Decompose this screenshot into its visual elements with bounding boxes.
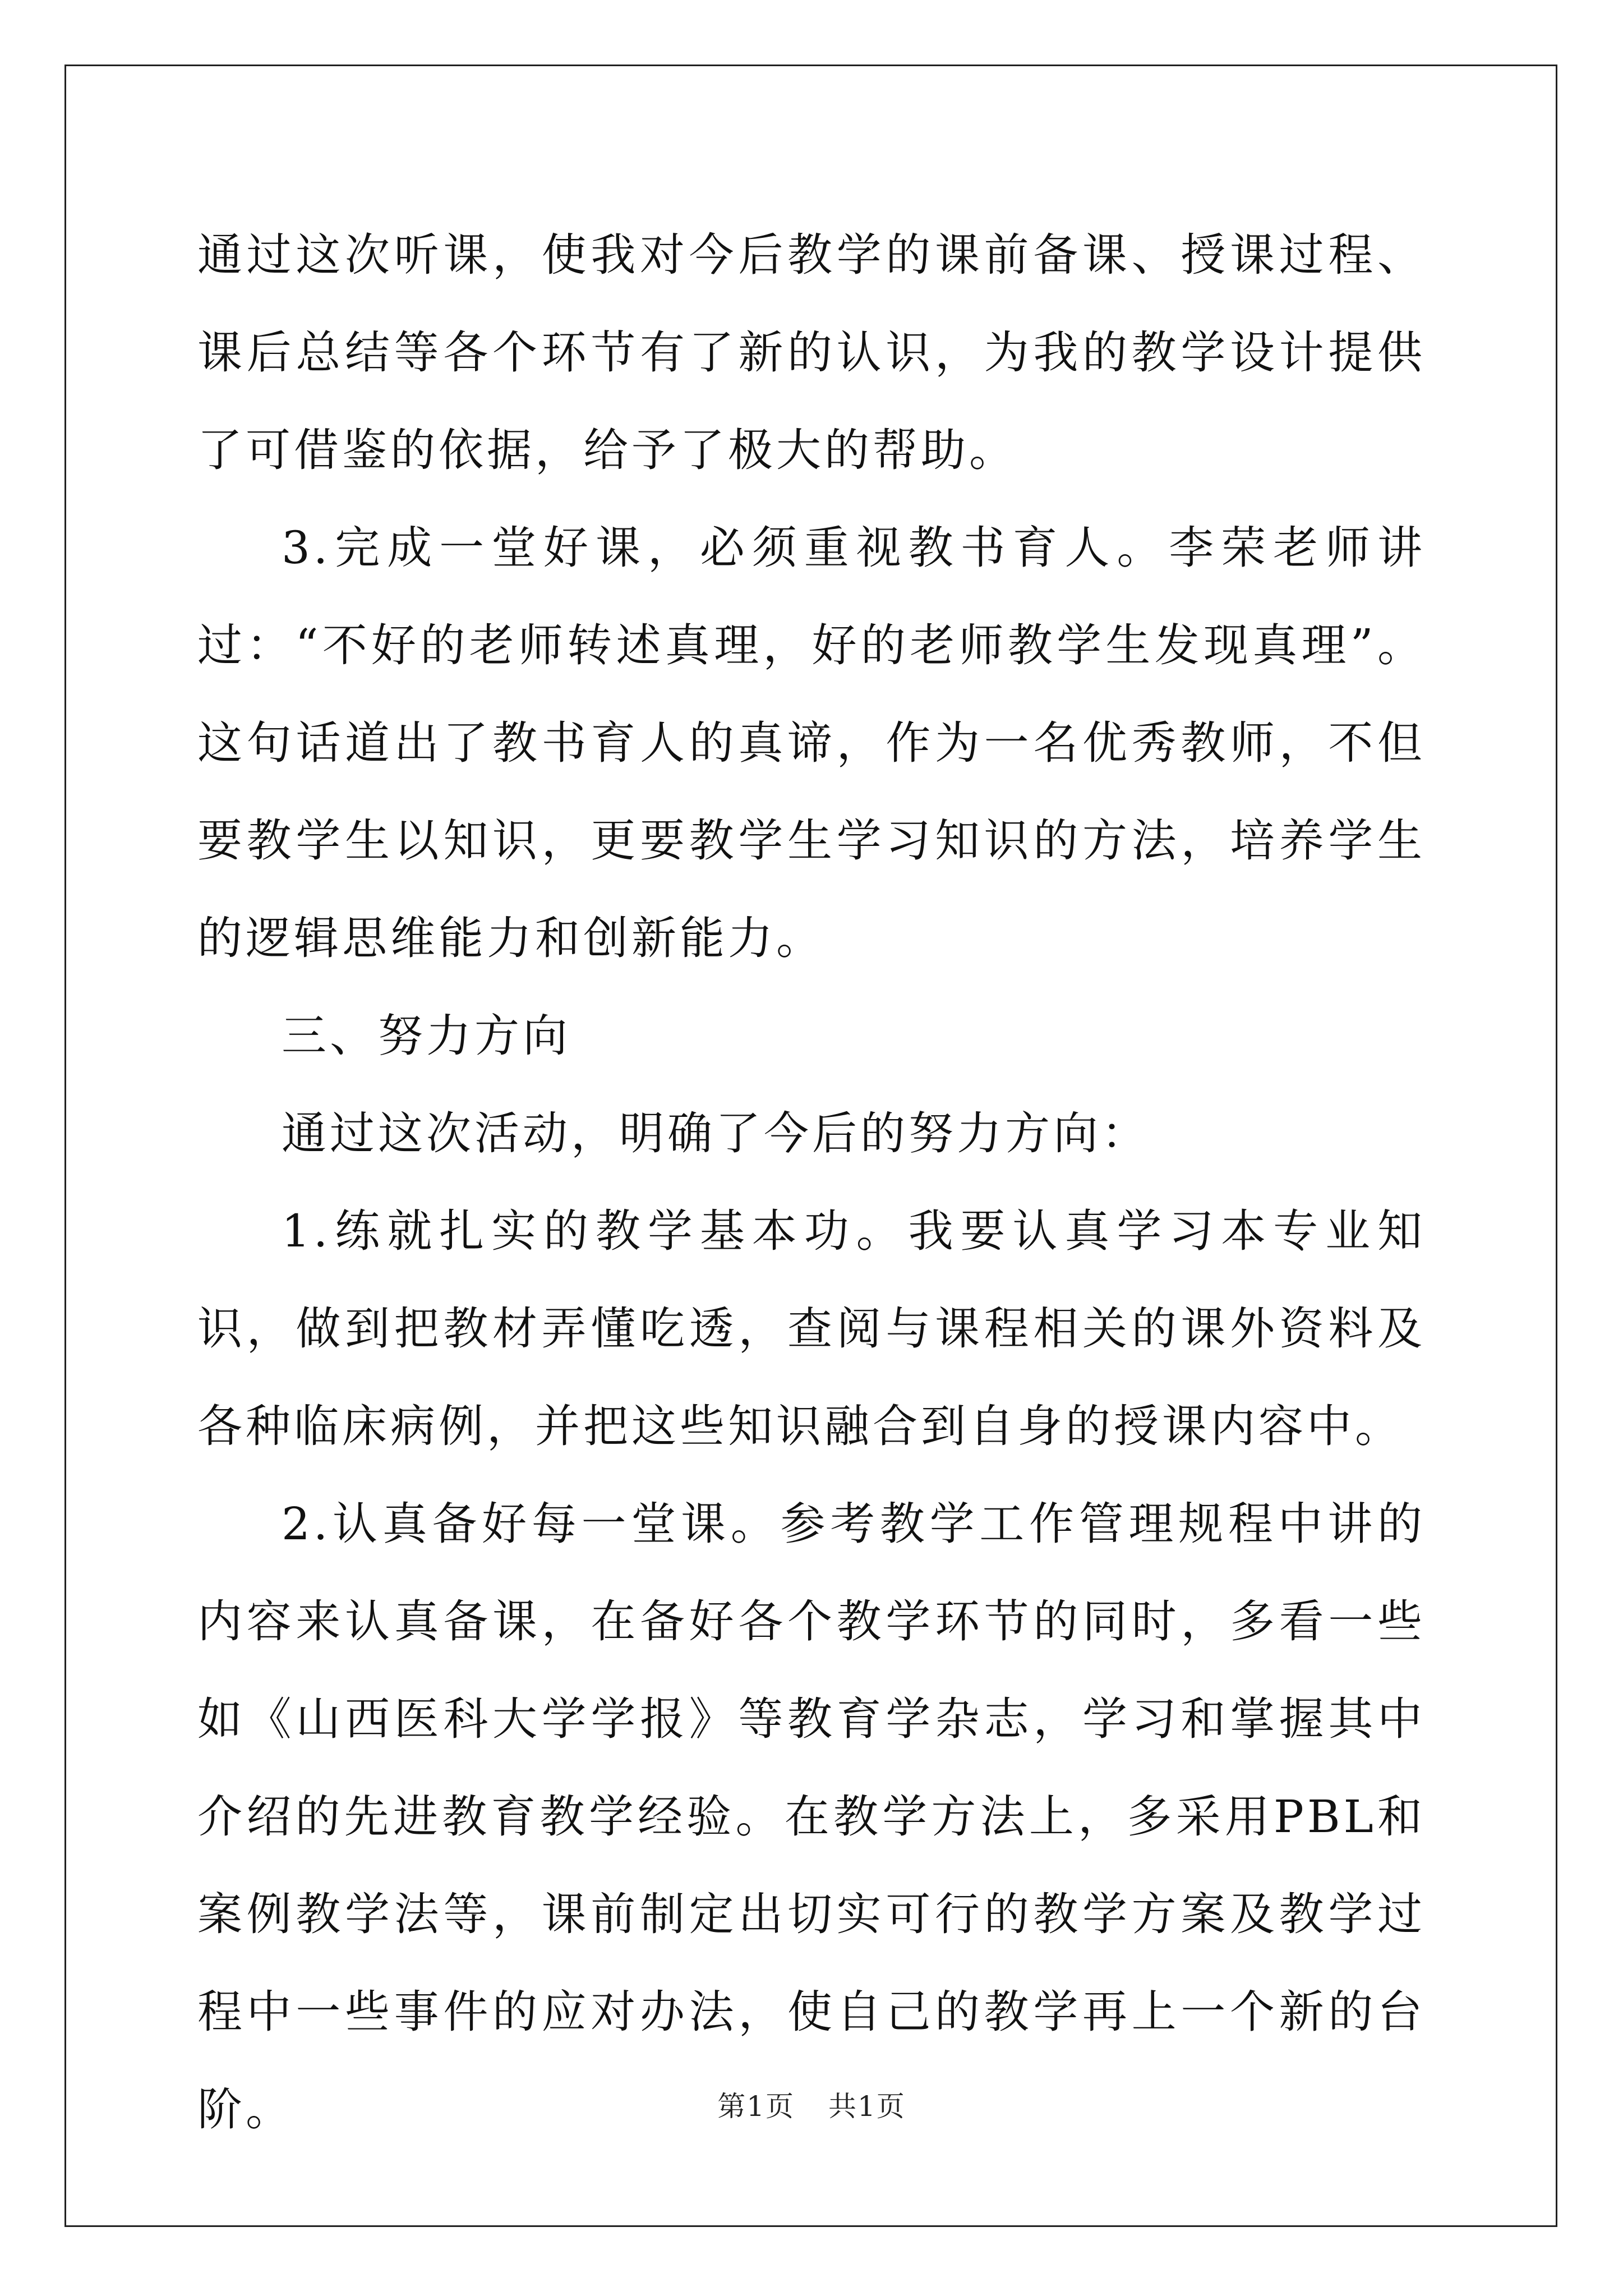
paragraph: 1.练就扎实的教学基本功。我要认真学习本专业知识，做到把教材弄懂吃透，查阅与课程相关的课外资料及各种临床病例，并把这些知识融合到自身的授课内容中。 xyxy=(197,1205,1426,1452)
page-number: 第1页 xyxy=(717,2090,795,2123)
paragraph: 2.认真备好每一堂课。参考教学工作管理规程中讲的内容来认真备课，在备好各个教学环节的同时，多看一些如《山西医科大学学报》等教育学杂志，学习和掌握其中介绍的先进教育教学经验。在教学方法上，多采用PBL和案例教学法等，课前制定出切实可行的教学方案及教学过程中一些事件的应对办法，使自己的教学再上一个新的台阶。 xyxy=(197,1498,1426,2136)
paragraph: 3.完成一堂好课，必须重视教书育人。李荣老师讲过：“不好的老师转述真理，好的老师教学生发现真理”。这句话道出了教书育人的真谛，作为一名优秀教师，不但要教学生以知识，更要教学生学习知识的方法，培养学生的逻辑思维能力和创新能力。 xyxy=(197,522,1426,964)
paragraph: 通过这次活动，明确了今后的努力方向： xyxy=(282,1107,1150,1159)
page-total: 共1页 xyxy=(828,2090,906,2123)
paragraph: 通过这次听课，使我对今后教学的课前备课、授课过程、课后总结等各个环节有了新的认识，为我的教学设计提供了可借鉴的依据，给予了极大的帮助。 xyxy=(197,229,1426,476)
page-footer xyxy=(0,2087,1623,2126)
section-heading: 三、努力方向 xyxy=(282,1010,571,1062)
document-body xyxy=(197,206,1426,2159)
